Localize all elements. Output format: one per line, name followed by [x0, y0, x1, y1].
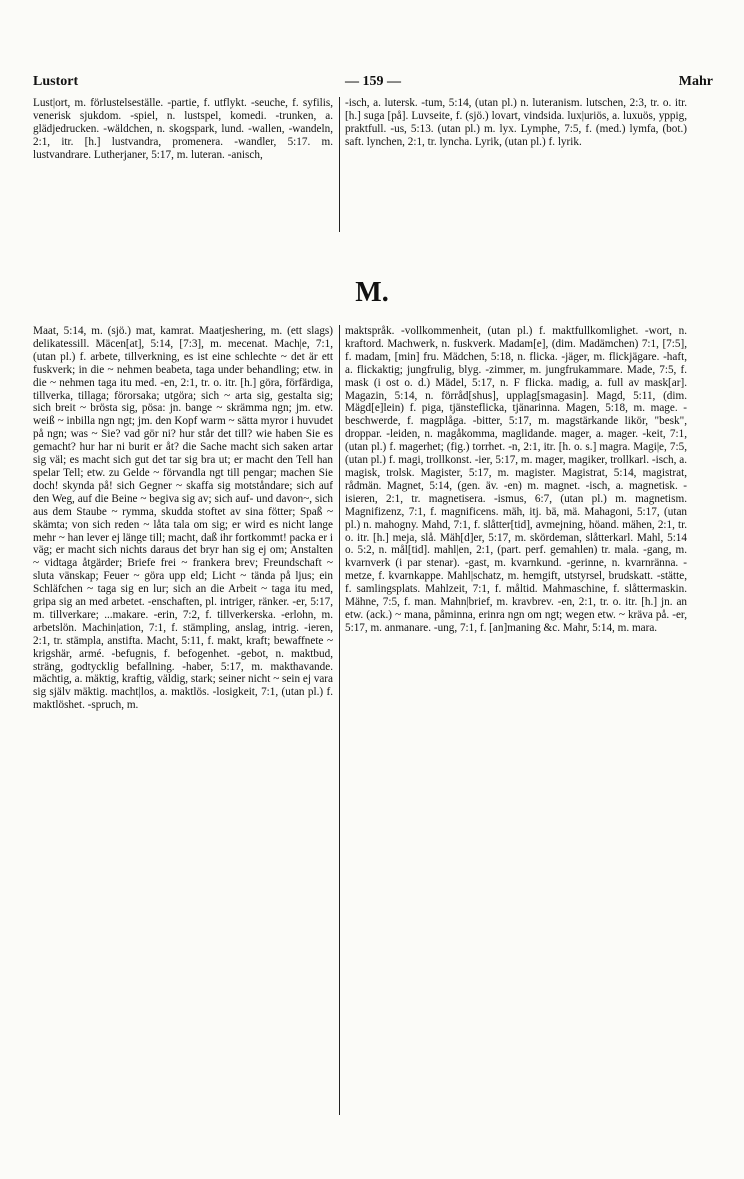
- bottom-right-column: [345, 325, 687, 635]
- top-right-column: [345, 97, 687, 149]
- page-number: — 159 —: [345, 74, 401, 89]
- top-right-text: -isch, a. lutersk. -tum, 5:14, (utan pl.) n. luteranism. lutschen, 2:3, tr. o. itr. [h.] suga [på]. Luvseite, f. (sjö.) lovart, vindsida. lux|uriös, a. luxuös, yppig, praktfull. -us, 5:13. (utan pl.) m. lyx. Lymphe, 7:5, f. (med.) lymfa, (bot.) saft. lynchen, 2:1, tr. lyncha. Lyrik, (utan pl.) f. lyrik.: [345, 97, 687, 148]
- column-divider: [339, 97, 340, 232]
- header-last-word: Mahr: [678, 74, 713, 89]
- running-header: [33, 74, 713, 94]
- bottom-left-column: [33, 325, 333, 712]
- bottom-left-text: Maat, 5:14, m. (sjö.) mat, kamrat. Maatjeshering, m. (ett slags) delikatessill. Mäcen[at], 5:14, [7:3], m. mecenat. Mach|e, 7:1, (utan pl.) f. arbete, tillverkning, es ist eine schlechte ~ det är ett fuskverk; in die ~ nehmen beabeta, taga under behandling; etw. in die ~ nehmen taga itu med. -en, 2:1, tr. o. itr. [h.] göra, förfärdiga, tillverka, tillaga; förorsaka; utgöra; sich ~ arta sig, gestalta sig; sich breit ~ bröstа sig, pösa: jn. bange ~ skrämma ngn; jm. etw. weiß ~ inbilla ngn ngt; jm. den Kopf warm ~ sätta myror i huvudet på ngn; was ~ Sie? vad gör ni? hur står det till? wie haben Sie es gemacht? hur har ni burit er åt? die Sache macht sich saken artar sig väl; es macht sich gut det tar sig bra ut; er macht den Tell han spelar Tell; etw. zu Gelde ~ förvandla ngt till pengar; machen Sie doch! skynda på! sich Gegner ~ skaffa sig motståndare; sich auf den Weg, auf die Beine ~ begiva sig av; sich auf- und davon~, sich aus dem Staube ~ rymma, skuddа stoftet av sina fötter; Spaß ~ skämta; von sich reden ~ låta tala om sig; er wird es nicht lange mehr ~ han lever ej länge till; macht, daß ihr fortkommt! packa er i väg; er macht sich nichts daraus det bryr han sig ej om; Anstalten ~ vidtaga åtgärder; Briefe frei ~ frankera brev; Freundschaft ~ sluta vänskap; Feuer ~ göra upp eld; Licht ~ tända på ljus; ein Schläfchen ~ taga sig en lur; sich an die Arbeit ~ taga itu med, gripa sig an med arbetet. -enschaften, pl. intriger, ränker. -er, 5:17, m. tillverkare; ...makare. -erin, 7:2, f. tillverkerska. -erlohn, m. arbetslön. Machin|ation, 7:1, f. stämpling, anslag, intrig. -ieren, 2:1, tr. stämpla, anstifta. Macht, 5:11, f. makt, kraft; bewaffnete ~ krigshär, armé. -befugnis, f. befogenhet. -gebot, n. maktbud, sträng, godtycklig befallning. -haber, 5:17, m. makthavande. mächtig, a. mäktig, kraftig, väldig, stark; seiner nicht ~ sein ej vara sig själv mäktig. macht|los, a. maktlös. -losigkeit, 7:1, (utan pl.) f. maktlöshet. -spruch, m.: [33, 325, 333, 712]
- section-letter-heading: M.: [355, 277, 389, 308]
- bottom-right-text: maktspråk. -vollkommenheit, (utan pl.) f. maktfullkomlighet. -wort, n. kraftord. Machwerk, n. fuskverk. Madam[e], (dim. Madämchen) 7:1, [7:5], f. madam, [min] fru. Mädchen, 5:18, n. flicka. -jäger, m. flickjägare. -haft, a. flickaktig; jungfrulig, blyg. -zimmer, m. jungfrukammare. Made, 7:5, f. mask (i ost o. d.) Mädel, 5:17, n. F flicka. madig, a. full av mask[ar]. Magazin, 5:14, n. förråd[shus], upplag[smagasin]. Magd, 5:11, (dim. Mägd[e]lein) f. piga, tjänsteflicka, tjänarinna. Magen, 5:18, m. mage. -beschwerde, f. magplåga. -bitter, 5:17, m. magstärkande likör, "besk", droppar. -leiden, n. magåkomma, maglidande. mager, a. mager. -keit, 7:1, (utan pl.) f. magerhet; (fig.) torrhet. -n, 2:1, itr. [h. o. s.] magra. Magi|e, 7:5, (utan pl.) f. magi, trollkonst. -ier, 5:17, m. mager, magiker, trollkarl. -isch, a. magisk, trolsk. Magister, 5:17, m. magister. Magistrat, 5:14, magistrat, rådmän. Magnet, 5:14, (gen. äv. -en) m. magnet. -isch, a. magnetisk. -isieren, 2:1, tr. magnetisera. -ismus, 6:7, (utan pl.) m. magnetism. Magnifizenz, 7:1, f. magnificens. mäh, itj. bä, mä. Mahagoni, 5:17, (utan pl.) n. mahogny. Mahd, 7:1, f. slåtter[tid], avmejning, höand. mähen, 2:1, tr. o. itr. [h.] meja, slå. Mäh[d]er, 5:17, m. skördeman, slåtterkarl. Mahl, 5:14 o. 5:2, n. mål[tid]. mahl|en, 2:1, (part. perf. gemahlen) tr. mala. -gang, m. kvarnverk (i par stenar). -gast, m. kvarnkund. -gerinne, n. kvarnränna. -metze, f. kvarnkappe. Mahl|schatz, m. hemgift, utstyrsel, brudskatt. -stätte, f. samlingsplats. Mahlzeit, 7:1, f. måltid. Mahmaschine, f. slåttermaskin. Mähne, 7:5, f. man. Mahn|brief, m. kravbrev. -en, 2:1, tr. o. itr. [h.] jn. an etw. (ack.) ~ mana, påminna, erinra ngn om ngt; wegen etw. ~ kräva på. -er, 5:17, m. anmanare. -ung, 7:1, f. [an]maning &c. Mahr, 5:14, m. mara.: [345, 325, 687, 634]
- column-divider: [339, 325, 340, 1115]
- header-first-word: Lustort: [33, 74, 79, 89]
- top-left-text: Lust|ort, m. förlustelseställe. -partie, f. utflykt. -seuche, f. syfilis, venerisk sjukdom. -spiel, n. lustspel, komedi. -trunken, a. glädjedrucken. -wäldchen, n. skogspark, lund. -wallen, -wandeln, 2:1, itr. [h.] lustvandra, promenera. -wandler, 5:17. m. lustvandrare. Lutherjaner, 5:17, m. luteran. -anisch,: [33, 97, 333, 161]
- top-left-column: [33, 97, 333, 162]
